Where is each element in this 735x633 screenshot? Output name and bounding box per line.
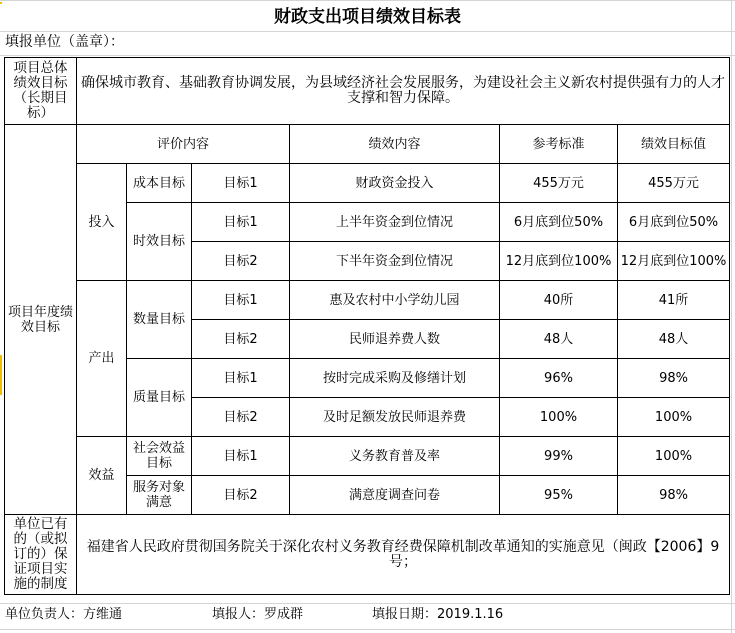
system-text[interactable]: 福建省人民政府贯彻国务院关于深化农村义务教育经费保障机制改革通知的实施意见（闽政【2006】9号； (77, 515, 730, 595)
subcat-quantity[interactable]: 数量目标 (127, 281, 192, 359)
subcat-quality[interactable]: 质量目标 (127, 359, 192, 437)
ref-cell[interactable]: 12月底到位100% (500, 242, 618, 281)
content-cell[interactable]: 上半年资金到位情况 (290, 203, 500, 242)
target-cell[interactable]: 12月底到位100% (618, 242, 730, 281)
overall-text[interactable]: 确保城市教育、基础教育协调发展，为县域经济社会发展服务，为建设社会主义新农村提供强有力的人才支撑和智力保障。 (77, 58, 730, 125)
overall-row (5, 58, 730, 125)
ref-cell[interactable]: 100% (500, 398, 618, 437)
category-input[interactable]: 投入 (77, 164, 127, 281)
goal-cell[interactable]: 目标2 (192, 242, 290, 281)
target-cell[interactable]: 98% (618, 359, 730, 398)
ref-cell[interactable]: 455万元 (500, 164, 618, 203)
ref-cell[interactable]: 6月底到位50% (500, 203, 618, 242)
header-eval[interactable]: 评价内容 (77, 125, 290, 164)
content-cell[interactable]: 及时足额发放民师退养费 (290, 398, 500, 437)
target-cell[interactable]: 48人 (618, 320, 730, 359)
goal-cell[interactable]: 目标1 (192, 203, 290, 242)
target-cell[interactable]: 455万元 (618, 164, 730, 203)
ref-cell[interactable]: 95% (500, 476, 618, 515)
content-cell[interactable]: 义务教育普及率 (290, 437, 500, 476)
ref-cell[interactable]: 96% (500, 359, 618, 398)
goal-cell[interactable]: 目标1 (192, 281, 290, 320)
ref-cell[interactable]: 99% (500, 437, 618, 476)
content-cell[interactable]: 下半年资金到位情况 (290, 242, 500, 281)
annual-label[interactable]: 项目年度绩效目标 (5, 125, 77, 515)
ref-cell[interactable]: 48人 (500, 320, 618, 359)
target-cell[interactable]: 41所 (618, 281, 730, 320)
target-cell[interactable]: 98% (618, 476, 730, 515)
page-title: 财政支出项目绩效目标表 (274, 7, 461, 27)
overall-label[interactable]: 项目总体绩效目标（长期目标） (5, 58, 77, 125)
target-cell[interactable]: 100% (618, 437, 730, 476)
subcat-social[interactable]: 社会效益目标 (127, 437, 192, 476)
footer-date: 填报日期：2019.1.16 (372, 607, 504, 622)
category-output[interactable]: 产出 (77, 281, 127, 437)
table-row (5, 281, 730, 320)
goal-cell[interactable]: 目标1 (192, 437, 290, 476)
content-cell[interactable]: 惠及农村中小学幼儿园 (290, 281, 500, 320)
goal-cell[interactable]: 目标2 (192, 398, 290, 437)
target-cell[interactable]: 6月底到位50% (618, 203, 730, 242)
goal-cell[interactable]: 目标2 (192, 320, 290, 359)
subcat-service[interactable]: 服务对象满意 (127, 476, 192, 515)
goal-cell[interactable]: 目标2 (192, 476, 290, 515)
ref-cell[interactable]: 40所 (500, 281, 618, 320)
goal-cell[interactable]: 目标1 (192, 359, 290, 398)
system-row (5, 515, 730, 595)
table-row (5, 437, 730, 476)
footer-filler: 填报人：罗成群 (212, 607, 304, 622)
header-ref[interactable]: 参考标准 (500, 125, 618, 164)
subcat-cost[interactable]: 成本目标 (127, 164, 192, 203)
content-cell[interactable]: 按时完成采购及修缮计划 (290, 359, 500, 398)
goal-cell[interactable]: 目标1 (192, 164, 290, 203)
header-target[interactable]: 绩效目标值 (618, 125, 730, 164)
header-row (5, 125, 730, 164)
content-cell[interactable]: 民师退养费人数 (290, 320, 500, 359)
content-cell[interactable]: 财政资金投入 (290, 164, 500, 203)
content-cell[interactable]: 满意度调查问卷 (290, 476, 500, 515)
header-perf[interactable]: 绩效内容 (290, 125, 500, 164)
subcat-time[interactable]: 时效目标 (127, 203, 192, 281)
system-label[interactable]: 单位已有的（或拟订的）保证项目实施的制度 (5, 515, 77, 595)
target-cell[interactable]: 100% (618, 398, 730, 437)
table-row (5, 164, 730, 203)
fill-unit-label: 填报单位（盖章）： (5, 34, 124, 50)
category-benefit[interactable]: 效益 (77, 437, 127, 515)
performance-table (4, 57, 730, 595)
footer-responsible: 单位负责人：方维通 (5, 607, 123, 622)
